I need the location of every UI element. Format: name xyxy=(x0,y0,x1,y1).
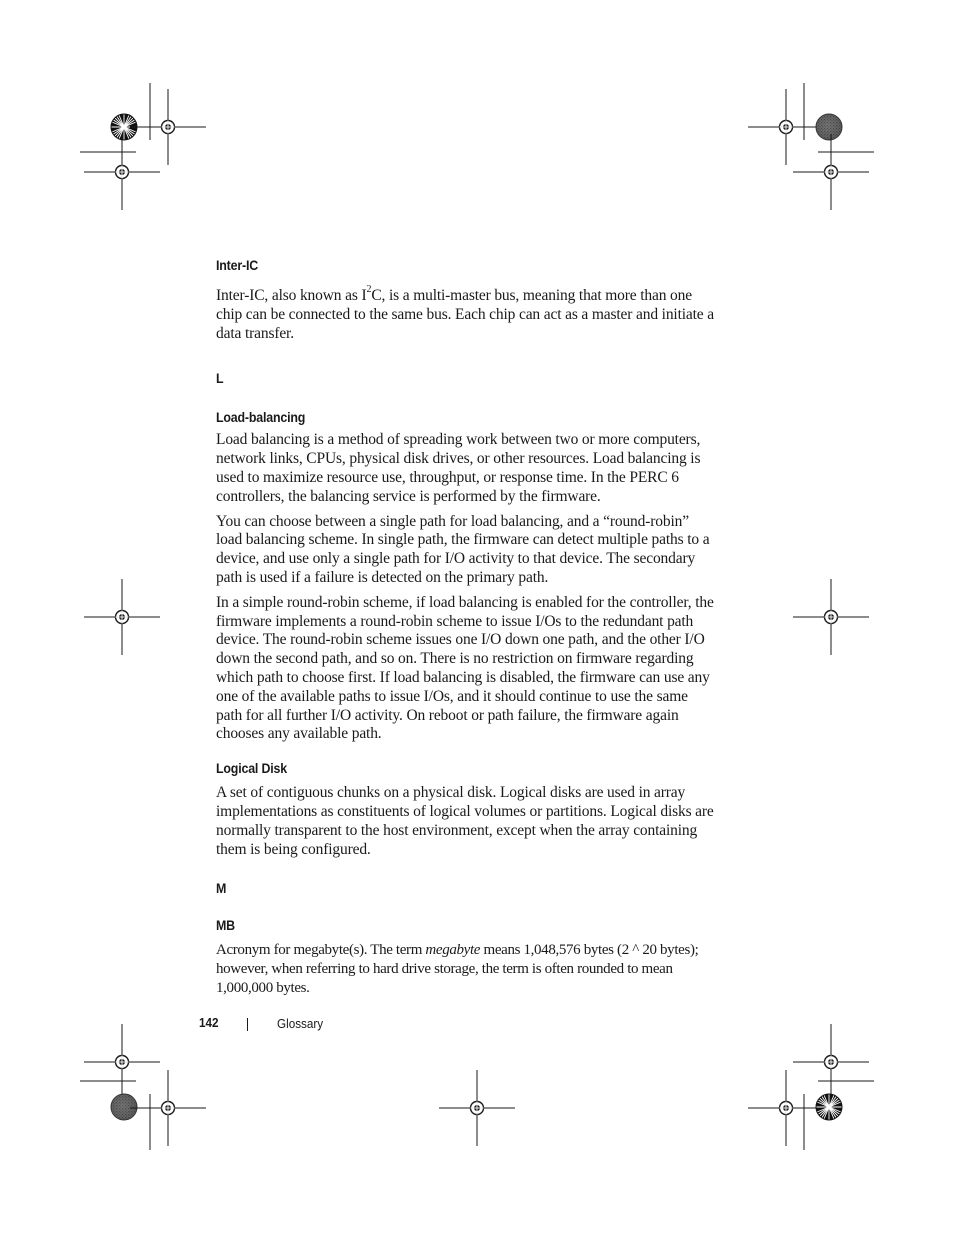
definition-load-balancing-3: In a simple round-robin scheme, if load balancing is enabled for the controller, the firmware implements a round-robin scheme to issue I/Os to the redundant path device. The round-robin scheme issues one I/O down one path, and the other I/O down the second path, and so on. There is no restriction on firmware regarding which path to choose first. If load balancing is disabled, the firmware can use any one of the available paths to issue I/Os, and it should continue to use the same path for all further I/O activity. On reboot or path failure, the firmware again chooses any available path. xyxy=(216,593,714,743)
page-number: 142 xyxy=(199,1015,219,1030)
definition-load-balancing-1: Load balancing is a method of spreading work between two or more computers, network links, CPUs, physical disk drives, or other resources. Load balancing is used to maximize resource use, throughput, or response time. In the PERC 6 controllers, the balancing service is performed by the firmware. xyxy=(216,431,701,505)
definition-mb: Acronym for megabyte(s). The term megabyte means 1,048,576 bytes (2 ^ 20 bytes); however, when referring to hard drive storage, the term is often rounded to mean 1,000,000 bytes. xyxy=(216,942,699,996)
term-heading-inter-ic: Inter-IC xyxy=(216,258,259,273)
footer-divider xyxy=(247,1018,248,1031)
letter-heading-l: L xyxy=(216,371,224,387)
glossary-content xyxy=(216,258,716,998)
term-heading-mb: MB xyxy=(216,918,235,934)
letter-heading-m: M xyxy=(216,881,227,897)
definition-inter-ic: Inter-IC, also known as $I^2C$, is a multi-master bus, meaning that more than one chip can be connected to the same bus. Each chip can act as a master and initiate a data transfer. xyxy=(216,283,714,342)
definition-logical-disk: A set of contiguous chunks on a physical disk. Logical disks are used in array implementations as constituents of logical volumes or partitions. Logical disks are normally transparent to the host environment, except when the array containing them is being configured. xyxy=(216,784,714,858)
footer-section-label: Glossary xyxy=(277,1016,324,1031)
term-heading-load-balancing: Load-balancing xyxy=(216,410,306,426)
definition-load-balancing-2: You can choose between a single path for load balancing, and a “round-robin” load balancing scheme. In single path, the firmware can detect multiple paths to a device, and use only a single path for I/O activity to that device. The secondary path is used if a failure is detected on the primary path. xyxy=(216,512,710,586)
term-heading-logical-disk: Logical Disk xyxy=(216,761,287,777)
